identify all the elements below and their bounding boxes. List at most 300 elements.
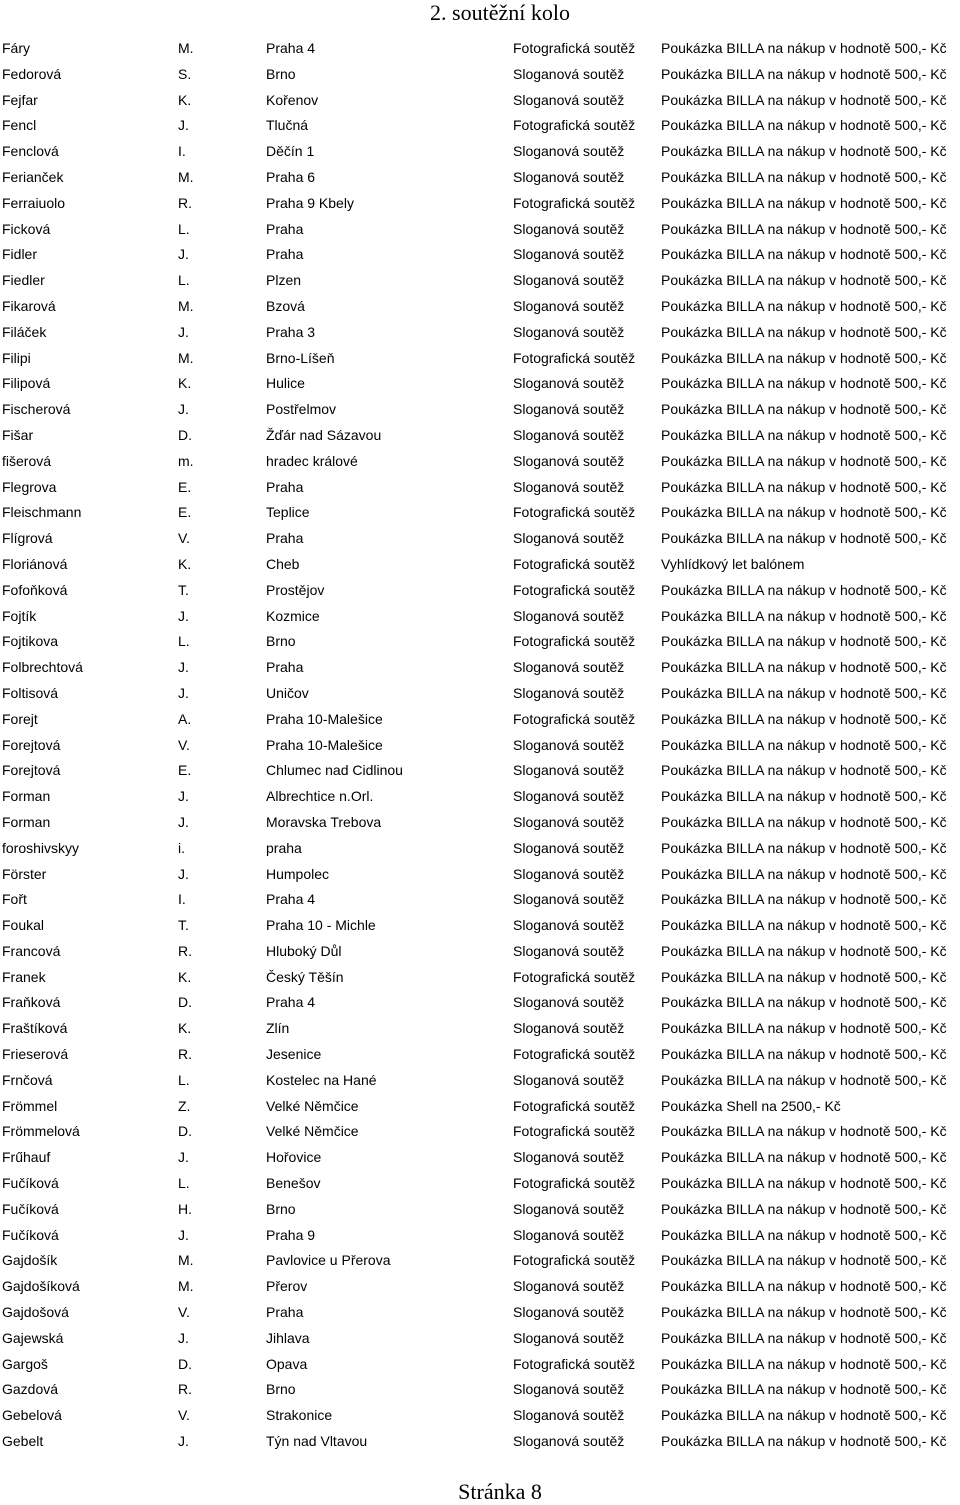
- cell-surname: Fejfar: [2, 91, 38, 108]
- table-row: [0, 913, 960, 939]
- cell-initial: E.: [178, 762, 192, 779]
- cell-city: Praha 4: [266, 891, 316, 908]
- cell-city: Prostějov: [266, 581, 325, 598]
- cell-initial: M.: [178, 349, 194, 366]
- cell-city: Praha 9: [266, 1226, 316, 1243]
- cell-competition: Sloganová soutěž: [513, 1278, 625, 1295]
- cell-surname: Fišar: [2, 426, 34, 443]
- cell-competition: Sloganová soutěž: [513, 917, 625, 934]
- cell-surname: Frömmel: [2, 1097, 58, 1114]
- cell-city: Praha: [266, 246, 304, 263]
- cell-surname: Fencl: [2, 117, 37, 134]
- cell-surname: Ferraiuolo: [2, 194, 66, 211]
- table-row: [0, 990, 960, 1016]
- cell-prize: Poukázka BILLA na nákup v hodnotě 500,- Kč: [661, 1175, 947, 1192]
- cell-prize: Poukázka BILLA na nákup v hodnotě 500,- Kč: [661, 220, 947, 237]
- cell-city: Uničov: [266, 684, 309, 701]
- table-row: [0, 397, 960, 423]
- cell-competition: Fotografická soutěž: [513, 710, 636, 727]
- cell-initial: E.: [178, 504, 192, 521]
- cell-prize: Poukázka BILLA na nákup v hodnotě 500,- Kč: [661, 297, 947, 314]
- cell-prize: Poukázka BILLA na nákup v hodnotě 500,- Kč: [661, 1020, 947, 1037]
- table-row: [0, 733, 960, 759]
- cell-competition: Sloganová soutěž: [513, 220, 625, 237]
- cell-initial: A.: [178, 710, 192, 727]
- cell-initial: T.: [178, 917, 189, 934]
- table-row: [0, 1352, 960, 1378]
- cell-competition: Sloganová soutěž: [513, 942, 625, 959]
- cell-initial: J.: [178, 1433, 189, 1450]
- cell-prize: Poukázka BILLA na nákup v hodnotě 500,- Kč: [661, 91, 947, 108]
- cell-city: Postřelmov: [266, 401, 337, 418]
- cell-surname: Folbrechtová: [2, 659, 83, 676]
- cell-initial: J.: [178, 788, 189, 805]
- cell-surname: Fiedler: [2, 272, 45, 289]
- cell-surname: Flegrova: [2, 478, 57, 495]
- cell-city: Tlučná: [266, 117, 309, 134]
- cell-city: Humpolec: [266, 865, 330, 882]
- cell-initial: I.: [178, 891, 186, 908]
- cell-city: Praha 4: [266, 40, 316, 56]
- cell-prize: Poukázka BILLA na nákup v hodnotě 500,- Kč: [661, 762, 947, 779]
- cell-competition: Sloganová soutěž: [513, 891, 625, 908]
- cell-initial: D.: [178, 426, 192, 443]
- cell-competition: Sloganová soutěž: [513, 143, 625, 160]
- cell-surname: Frieserová: [2, 1046, 69, 1063]
- cell-surname: Fraštíková: [2, 1020, 68, 1037]
- table-row: [0, 1171, 960, 1197]
- cell-prize: Poukázka BILLA na nákup v hodnotě 500,- Kč: [661, 1046, 947, 1063]
- cell-initial: M.: [178, 297, 194, 314]
- cell-prize: Poukázka BILLA na nákup v hodnotě 500,- Kč: [661, 478, 947, 495]
- cell-prize: Poukázka BILLA na nákup v hodnotě 500,- Kč: [661, 1304, 947, 1321]
- cell-city: Praha 10-Malešice: [266, 736, 383, 753]
- cell-initial: J.: [178, 684, 189, 701]
- cell-prize: Poukázka BILLA na nákup v hodnotě 500,- Kč: [661, 452, 947, 469]
- cell-competition: Fotografická soutěž: [513, 1175, 636, 1192]
- cell-city: Jesenice: [266, 1046, 322, 1063]
- cell-initial: R.: [178, 942, 192, 959]
- table-row: [0, 939, 960, 965]
- winners-list: [0, 36, 960, 1455]
- table-row: [0, 862, 960, 888]
- cell-initial: V.: [178, 736, 190, 753]
- cell-surname: Flígrová: [2, 530, 53, 547]
- table-row: [0, 887, 960, 913]
- cell-surname: Gajdošíková: [2, 1278, 80, 1295]
- cell-prize: Poukázka BILLA na nákup v hodnotě 500,- Kč: [661, 530, 947, 547]
- cell-competition: Sloganová soutěž: [513, 426, 625, 443]
- cell-competition: Sloganová soutěž: [513, 297, 625, 314]
- cell-city: Moravska Trebova: [266, 813, 382, 830]
- table-row: [0, 165, 960, 191]
- cell-surname: Foukal: [2, 917, 45, 934]
- table-row: [0, 62, 960, 88]
- cell-prize: Poukázka BILLA na nákup v hodnotě 500,- Kč: [661, 1407, 947, 1424]
- cell-city: Praha 6: [266, 168, 316, 185]
- cell-surname: fišerová: [2, 452, 52, 469]
- table-row: [0, 707, 960, 733]
- cell-initial: J.: [178, 607, 189, 624]
- cell-competition: Fotografická soutěž: [513, 117, 636, 134]
- cell-city: Praha 4: [266, 994, 316, 1011]
- table-row: [0, 810, 960, 836]
- cell-surname: Forejtová: [2, 736, 61, 753]
- cell-surname: Fikarová: [2, 297, 56, 314]
- cell-city: Pavlovice u Přerova: [266, 1252, 391, 1269]
- cell-competition: Sloganová soutěž: [513, 65, 625, 82]
- cell-competition: Sloganová soutěž: [513, 865, 625, 882]
- cell-surname: Franek: [2, 968, 46, 985]
- cell-initial: K.: [178, 91, 192, 108]
- cell-surname: Fojtík: [2, 607, 37, 624]
- cell-city: Brno: [266, 633, 296, 650]
- table-row: [0, 1068, 960, 1094]
- cell-initial: M.: [178, 40, 194, 56]
- cell-competition: Sloganová soutěž: [513, 607, 625, 624]
- table-row: [0, 1197, 960, 1223]
- table-row: [0, 1429, 960, 1455]
- cell-initial: J.: [178, 659, 189, 676]
- cell-initial: T.: [178, 581, 189, 598]
- cell-competition: Fotografická soutěž: [513, 968, 636, 985]
- cell-city: Přerov: [266, 1278, 308, 1295]
- cell-prize: Poukázka BILLA na nákup v hodnotě 500,- Kč: [661, 891, 947, 908]
- cell-prize: Poukázka BILLA na nákup v hodnotě 500,- Kč: [661, 710, 947, 727]
- cell-city: Opava: [266, 1355, 308, 1372]
- table-row: [0, 784, 960, 810]
- cell-competition: Sloganová soutěž: [513, 168, 625, 185]
- cell-prize: Poukázka BILLA na nákup v hodnotě 500,- Kč: [661, 1071, 947, 1088]
- cell-initial: J.: [178, 1149, 189, 1166]
- cell-city: Cheb: [266, 555, 300, 572]
- cell-initial: V.: [178, 1304, 190, 1321]
- cell-city: Český Těšín: [266, 968, 344, 985]
- table-row: [0, 1403, 960, 1429]
- table-row: [0, 268, 960, 294]
- cell-initial: E.: [178, 478, 192, 495]
- cell-prize: Poukázka BILLA na nákup v hodnotě 500,- Kč: [661, 1123, 947, 1140]
- table-row: [0, 475, 960, 501]
- cell-surname: Frűhauf: [2, 1149, 51, 1166]
- cell-prize: Poukázka BILLA na nákup v hodnotě 500,- Kč: [661, 1226, 947, 1243]
- cell-competition: Fotografická soutěž: [513, 1097, 636, 1114]
- cell-prize: Poukázka BILLA na nákup v hodnotě 500,- Kč: [661, 65, 947, 82]
- table-row: [0, 113, 960, 139]
- cell-prize: Poukázka BILLA na nákup v hodnotě 500,- Kč: [661, 40, 947, 56]
- cell-competition: Fotografická soutěž: [513, 581, 636, 598]
- cell-initial: Z.: [178, 1097, 191, 1114]
- cell-initial: D.: [178, 1355, 192, 1372]
- cell-prize: Poukázka BILLA na nákup v hodnotě 500,- Kč: [661, 736, 947, 753]
- cell-prize: Poukázka BILLA na nákup v hodnotě 500,- Kč: [661, 117, 947, 134]
- table-row: [0, 758, 960, 784]
- cell-initial: D.: [178, 1123, 192, 1140]
- cell-competition: Sloganová soutěž: [513, 452, 625, 469]
- table-row: [0, 629, 960, 655]
- cell-city: Brno: [266, 1381, 296, 1398]
- table-row: [0, 1145, 960, 1171]
- cell-initial: J.: [178, 246, 189, 263]
- cell-prize: Poukázka BILLA na nákup v hodnotě 500,- Kč: [661, 375, 947, 392]
- cell-initial: J.: [178, 865, 189, 882]
- cell-initial: m.: [178, 452, 194, 469]
- cell-competition: Sloganová soutěž: [513, 272, 625, 289]
- cell-surname: Fenclová: [2, 143, 59, 160]
- cell-initial: J.: [178, 813, 189, 830]
- cell-city: praha: [266, 839, 302, 856]
- cell-competition: Sloganová soutěž: [513, 1304, 625, 1321]
- cell-prize: Poukázka BILLA na nákup v hodnotě 500,- Kč: [661, 581, 947, 598]
- table-row: [0, 526, 960, 552]
- cell-initial: K.: [178, 968, 192, 985]
- cell-competition: Sloganová soutěž: [513, 1407, 625, 1424]
- cell-surname: Ficková: [2, 220, 51, 237]
- table-row: [0, 242, 960, 268]
- cell-city: Strakonice: [266, 1407, 333, 1424]
- cell-prize: Poukázka BILLA na nákup v hodnotě 500,- Kč: [661, 684, 947, 701]
- cell-city: Děčín 1: [266, 143, 315, 160]
- cell-initial: L.: [178, 633, 190, 650]
- cell-prize: Poukázka BILLA na nákup v hodnotě 500,- Kč: [661, 194, 947, 211]
- cell-competition: Fotografická soutěž: [513, 1355, 636, 1372]
- cell-city: Brno: [266, 1200, 296, 1217]
- cell-initial: J.: [178, 401, 189, 418]
- table-row: [0, 191, 960, 217]
- cell-city: Praha 10 - Michle: [266, 917, 376, 934]
- cell-city: Velké Němčice: [266, 1097, 359, 1114]
- table-row: [0, 578, 960, 604]
- cell-prize: Poukázka BILLA na nákup v hodnotě 500,- Kč: [661, 1149, 947, 1166]
- cell-city: Praha: [266, 530, 304, 547]
- table-row: [0, 500, 960, 526]
- cell-competition: Sloganová soutěž: [513, 839, 625, 856]
- cell-prize: Poukázka BILLA na nákup v hodnotě 500,- Kč: [661, 1355, 947, 1372]
- table-row: [0, 1094, 960, 1120]
- cell-city: Teplice: [266, 504, 310, 521]
- cell-initial: i.: [178, 839, 185, 856]
- cell-initial: K.: [178, 555, 192, 572]
- cell-prize: Poukázka BILLA na nákup v hodnotě 500,- Kč: [661, 1381, 947, 1398]
- cell-prize: Poukázka BILLA na nákup v hodnotě 500,- Kč: [661, 839, 947, 856]
- cell-surname: Fraňková: [2, 994, 61, 1011]
- table-row: [0, 1300, 960, 1326]
- cell-competition: Fotografická soutěž: [513, 1046, 636, 1063]
- cell-surname: Forejtová: [2, 762, 61, 779]
- table-row: [0, 217, 960, 243]
- cell-initial: M.: [178, 1278, 194, 1295]
- cell-competition: Sloganová soutěž: [513, 1433, 625, 1450]
- table-row: [0, 604, 960, 630]
- table-row: [0, 294, 960, 320]
- cell-competition: Sloganová soutěž: [513, 788, 625, 805]
- cell-prize: Poukázka BILLA na nákup v hodnotě 500,- Kč: [661, 349, 947, 366]
- cell-prize: Vyhlídkový let balónem: [661, 555, 805, 572]
- cell-surname: Gajewská: [2, 1329, 64, 1346]
- cell-initial: K.: [178, 1020, 192, 1037]
- cell-competition: Sloganová soutěž: [513, 323, 625, 340]
- cell-city: Brno-Líšeň: [266, 349, 335, 366]
- cell-surname: Filáček: [2, 323, 47, 340]
- cell-competition: Sloganová soutěž: [513, 375, 625, 392]
- cell-competition: Sloganová soutěž: [513, 1071, 625, 1088]
- cell-competition: Sloganová soutěž: [513, 530, 625, 547]
- cell-prize: Poukázka BILLA na nákup v hodnotě 500,- Kč: [661, 143, 947, 160]
- cell-prize: Poukázka BILLA na nákup v hodnotě 500,- Kč: [661, 168, 947, 185]
- cell-surname: Filipová: [2, 375, 51, 392]
- cell-surname: Fučíková: [2, 1175, 59, 1192]
- cell-surname: Gazdová: [2, 1381, 59, 1398]
- table-row: [0, 655, 960, 681]
- cell-initial: L.: [178, 1175, 190, 1192]
- cell-city: Praha 9 Kbely: [266, 194, 354, 211]
- cell-surname: Fofoňková: [2, 581, 68, 598]
- cell-prize: Poukázka BILLA na nákup v hodnotě 500,- Kč: [661, 504, 947, 521]
- cell-initial: R.: [178, 1381, 192, 1398]
- table-row: [0, 1016, 960, 1042]
- cell-surname: Foltisová: [2, 684, 59, 701]
- cell-city: Týn nad Vltavou: [266, 1433, 368, 1450]
- cell-competition: Fotografická soutěž: [513, 555, 636, 572]
- cell-competition: Sloganová soutěž: [513, 736, 625, 753]
- cell-competition: Fotografická soutěž: [513, 633, 636, 650]
- cell-city: Chlumec nad Cidlinou: [266, 762, 403, 779]
- cell-competition: Sloganová soutěž: [513, 1200, 625, 1217]
- cell-prize: Poukázka BILLA na nákup v hodnotě 500,- Kč: [661, 659, 947, 676]
- cell-city: Benešov: [266, 1175, 321, 1192]
- cell-competition: Fotografická soutěž: [513, 349, 636, 366]
- table-row: [0, 965, 960, 991]
- cell-initial: L.: [178, 1071, 190, 1088]
- cell-initial: I.: [178, 143, 186, 160]
- cell-surname: Fořt: [2, 891, 27, 908]
- cell-city: Kořenov: [266, 91, 319, 108]
- cell-surname: Fáry: [2, 40, 30, 56]
- table-row: [0, 1377, 960, 1403]
- cell-surname: foroshivskyy: [2, 839, 80, 856]
- cell-prize: Poukázka BILLA na nákup v hodnotě 500,- Kč: [661, 813, 947, 830]
- cell-competition: Sloganová soutěž: [513, 994, 625, 1011]
- table-row: [0, 36, 960, 62]
- table-row: [0, 139, 960, 165]
- cell-competition: Fotografická soutěž: [513, 194, 636, 211]
- cell-competition: Sloganová soutěž: [513, 684, 625, 701]
- table-row: [0, 1248, 960, 1274]
- cell-prize: Poukázka BILLA na nákup v hodnotě 500,- Kč: [661, 942, 947, 959]
- cell-city: Praha: [266, 478, 304, 495]
- cell-competition: Sloganová soutěž: [513, 478, 625, 495]
- cell-prize: Poukázka BILLA na nákup v hodnotě 500,- Kč: [661, 607, 947, 624]
- cell-initial: L.: [178, 272, 190, 289]
- cell-prize: Poukázka BILLA na nákup v hodnotě 500,- Kč: [661, 968, 947, 985]
- table-row: [0, 836, 960, 862]
- cell-surname: Frömmelová: [2, 1123, 80, 1140]
- cell-prize: Poukázka BILLA na nákup v hodnotě 500,- Kč: [661, 272, 947, 289]
- cell-competition: Sloganová soutěž: [513, 401, 625, 418]
- cell-city: Kozmice: [266, 607, 320, 624]
- table-row: [0, 88, 960, 114]
- page-title: 2. soutěžní kolo: [430, 0, 570, 25]
- cell-competition: Fotografická soutěž: [513, 1252, 636, 1269]
- cell-city: hradec králové: [266, 452, 358, 469]
- cell-prize: Poukázka BILLA na nákup v hodnotě 500,- Kč: [661, 246, 947, 263]
- cell-city: Brno: [266, 65, 296, 82]
- cell-initial: H.: [178, 1200, 192, 1217]
- cell-surname: Fučíková: [2, 1200, 59, 1217]
- cell-competition: Sloganová soutěž: [513, 1020, 625, 1037]
- cell-surname: Fučíková: [2, 1226, 59, 1243]
- cell-surname: Fleischmann: [2, 504, 82, 521]
- table-row: [0, 371, 960, 397]
- cell-city: Žďár nad Sázavou: [266, 426, 382, 443]
- cell-surname: Gajdošová: [2, 1304, 69, 1321]
- cell-initial: M.: [178, 1252, 194, 1269]
- cell-city: Praha: [266, 220, 304, 237]
- table-row: [0, 1042, 960, 1068]
- cell-prize: Poukázka BILLA na nákup v hodnotě 500,- Kč: [661, 994, 947, 1011]
- cell-surname: Fojtikova: [2, 633, 59, 650]
- cell-surname: Gebelová: [2, 1407, 62, 1424]
- cell-initial: D.: [178, 994, 192, 1011]
- cell-surname: Ferianček: [2, 168, 64, 185]
- table-row: [0, 1326, 960, 1352]
- cell-competition: Sloganová soutěž: [513, 762, 625, 779]
- cell-initial: J.: [178, 1226, 189, 1243]
- cell-initial: J.: [178, 1329, 189, 1346]
- cell-city: Kostelec na Hané: [266, 1071, 377, 1088]
- cell-initial: J.: [178, 323, 189, 340]
- table-row: [0, 423, 960, 449]
- cell-prize: Poukázka BILLA na nákup v hodnotě 500,- Kč: [661, 788, 947, 805]
- cell-competition: Sloganová soutěž: [513, 1329, 625, 1346]
- table-row: [0, 449, 960, 475]
- cell-initial: M.: [178, 168, 194, 185]
- cell-competition: Fotografická soutěž: [513, 40, 636, 56]
- cell-initial: J.: [178, 117, 189, 134]
- cell-prize: Poukázka BILLA na nákup v hodnotě 500,- Kč: [661, 1433, 947, 1450]
- cell-surname: Gargoš: [2, 1355, 48, 1372]
- table-row: [0, 1274, 960, 1300]
- cell-city: Jihlava: [266, 1329, 310, 1346]
- cell-surname: Francová: [2, 942, 61, 959]
- cell-prize: Poukázka BILLA na nákup v hodnotě 500,- Kč: [661, 1200, 947, 1217]
- cell-city: Hulice: [266, 375, 305, 392]
- cell-prize: Poukázka BILLA na nákup v hodnotě 500,- Kč: [661, 323, 947, 340]
- cell-initial: L.: [178, 220, 190, 237]
- table-row: [0, 320, 960, 346]
- cell-city: Zlín: [266, 1020, 290, 1037]
- cell-prize: Poukázka BILLA na nákup v hodnotě 500,- Kč: [661, 401, 947, 418]
- cell-competition: Sloganová soutěž: [513, 659, 625, 676]
- cell-competition: Sloganová soutěž: [513, 91, 625, 108]
- cell-city: Praha 3: [266, 323, 316, 340]
- cell-surname: Förster: [2, 865, 47, 882]
- table-row: [0, 1223, 960, 1249]
- cell-city: Hořovice: [266, 1149, 322, 1166]
- cell-surname: Forejt: [2, 710, 38, 727]
- cell-prize: Poukázka Shell na 2500,- Kč: [661, 1097, 841, 1114]
- cell-competition: Sloganová soutěž: [513, 1226, 625, 1243]
- cell-surname: Frnčová: [2, 1071, 53, 1088]
- cell-prize: Poukázka BILLA na nákup v hodnotě 500,- Kč: [661, 917, 947, 934]
- cell-prize: Poukázka BILLA na nákup v hodnotě 500,- Kč: [661, 633, 947, 650]
- cell-surname: Forman: [2, 788, 51, 805]
- cell-surname: Forman: [2, 813, 51, 830]
- cell-surname: Filipi: [2, 349, 31, 366]
- cell-surname: Fedorová: [2, 65, 62, 82]
- table-row: [0, 1119, 960, 1145]
- cell-surname: Fischerová: [2, 401, 71, 418]
